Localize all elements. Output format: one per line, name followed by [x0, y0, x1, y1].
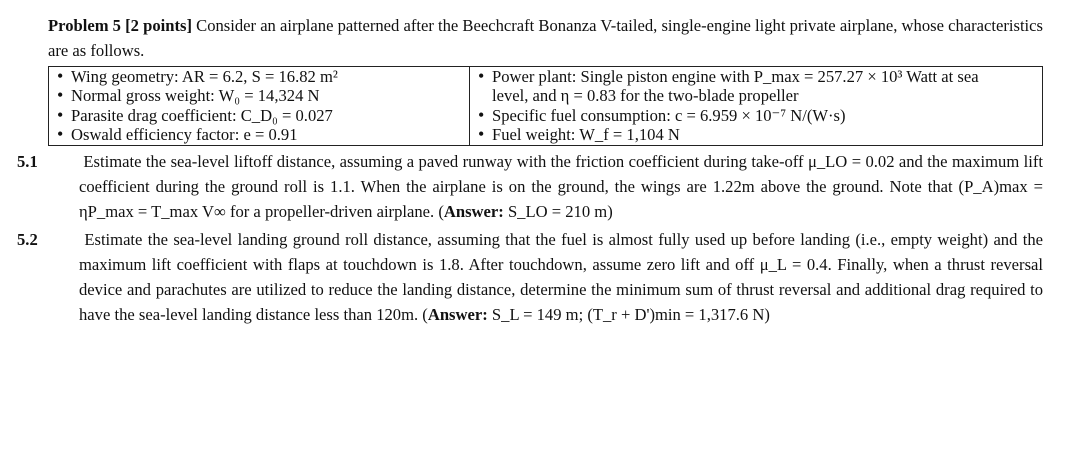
answer-label: Answer	[443, 201, 499, 221]
problem-intro-text: Consider an airplane patterned after the Beechcraft Bonanza V-tailed, single-engine light private airplane, whose characteristics are as follows.	[48, 16, 1043, 60]
spec-power-plant	[476, 67, 1012, 106]
problem-heading: Problem 5 [2 points]	[48, 16, 192, 35]
spec-wing-geometry: • Wing geometry: AR = 6.2, S = 16.82 m²	[55, 67, 465, 86]
question-number: 5.1	[17, 151, 38, 171]
question-5-2: 5.2 Estimate the sea-level landing ground roll distance, assuming that the fuel is almost fully used up before landing (i.e., empty weight) and the maximum lift coefficient with flaps at touchdown is 1.8. After touchdown, assume zero lift and off μ_L = 0.4. Finally, when a thrust reversal device and parachutes are utilized to reduce the landing distance, determine the minimum sum of thrust reversal and additional drag required to have the sea-level landing distance less than 120m. (Answer: S_L = 149 m; (T_r + D')min = 1,317.6 N)	[48, 227, 1043, 327]
spec-gross-weight: • Normal gross weight: W₀ = 14,324 N	[55, 86, 465, 105]
spec-oswald-efficiency: • Oswald efficiency factor: e = 0.91	[55, 125, 465, 144]
specs-right-column	[470, 67, 1043, 146]
question-text: Estimate the sea-level liftoff distance, assuming a paved runway with the friction coefficient during take-off μ_LO = 0.02 and the maximum lift coefficient during the ground roll is 1.1. When the airplane is on the ground, the wings are 1.22m above the ground. Note that (P_A)max = ηP_max = T_max V∞ for a propeller-driven airplane.	[79, 151, 1043, 221]
spec-parasite-drag: • Parasite drag coefficient: C_D₀ = 0.027	[55, 106, 465, 125]
answer-label: Answer	[427, 304, 483, 324]
answer-value: S_LO = 210 m	[507, 201, 608, 221]
spec-power-plant-text: Power plant: Single piston engine with P_max = 257.27 × 10³ Watt at sea level, and η = 0.83 for the two-blade propeller	[492, 67, 979, 106]
question-text: Estimate the sea-level landing ground roll distance, assuming that the fuel is almost fully used up before landing (i.e., empty weight) and the maximum lift coefficient with flaps at touchdown is 1.8. After touchdown, assume zero lift and off μ_L = 0.4. Finally, when a thrust reversal device and parachutes are utilized to reduce the landing distance, determine the minimum sum of thrust reversal and additional drag required to have the sea-level landing distance less than 120m.	[79, 229, 1044, 324]
specs-left-column	[49, 67, 470, 146]
problem-document	[17, 13, 1044, 327]
spec-fuel-consumption: • Specific fuel consumption: c = 6.959 × 10⁻⁷ N/(W·s)	[476, 106, 1038, 125]
question-number: 5.2	[17, 229, 38, 249]
problem-intro	[48, 13, 1043, 63]
question-5-1: 5.1 Estimate the sea-level liftoff distance, assuming a paved runway with the friction coefficient during take-off μ_LO = 0.02 and the maximum lift coefficient during the ground roll is 1.1. When the airplane is on the ground, the wings are 1.22m above the ground. Note that (P_A)max = ηP_max = T_max V∞ for a propeller-driven airplane. (Answer: S_LO = 210 m)	[48, 149, 1043, 224]
answer-value: S_L = 149 m; (T_r + D')min = 1,317.6 N	[491, 304, 765, 324]
specs-table	[48, 66, 1043, 146]
spec-fuel-weight: • Fuel weight: W_f = 1,104 N	[476, 125, 1038, 144]
